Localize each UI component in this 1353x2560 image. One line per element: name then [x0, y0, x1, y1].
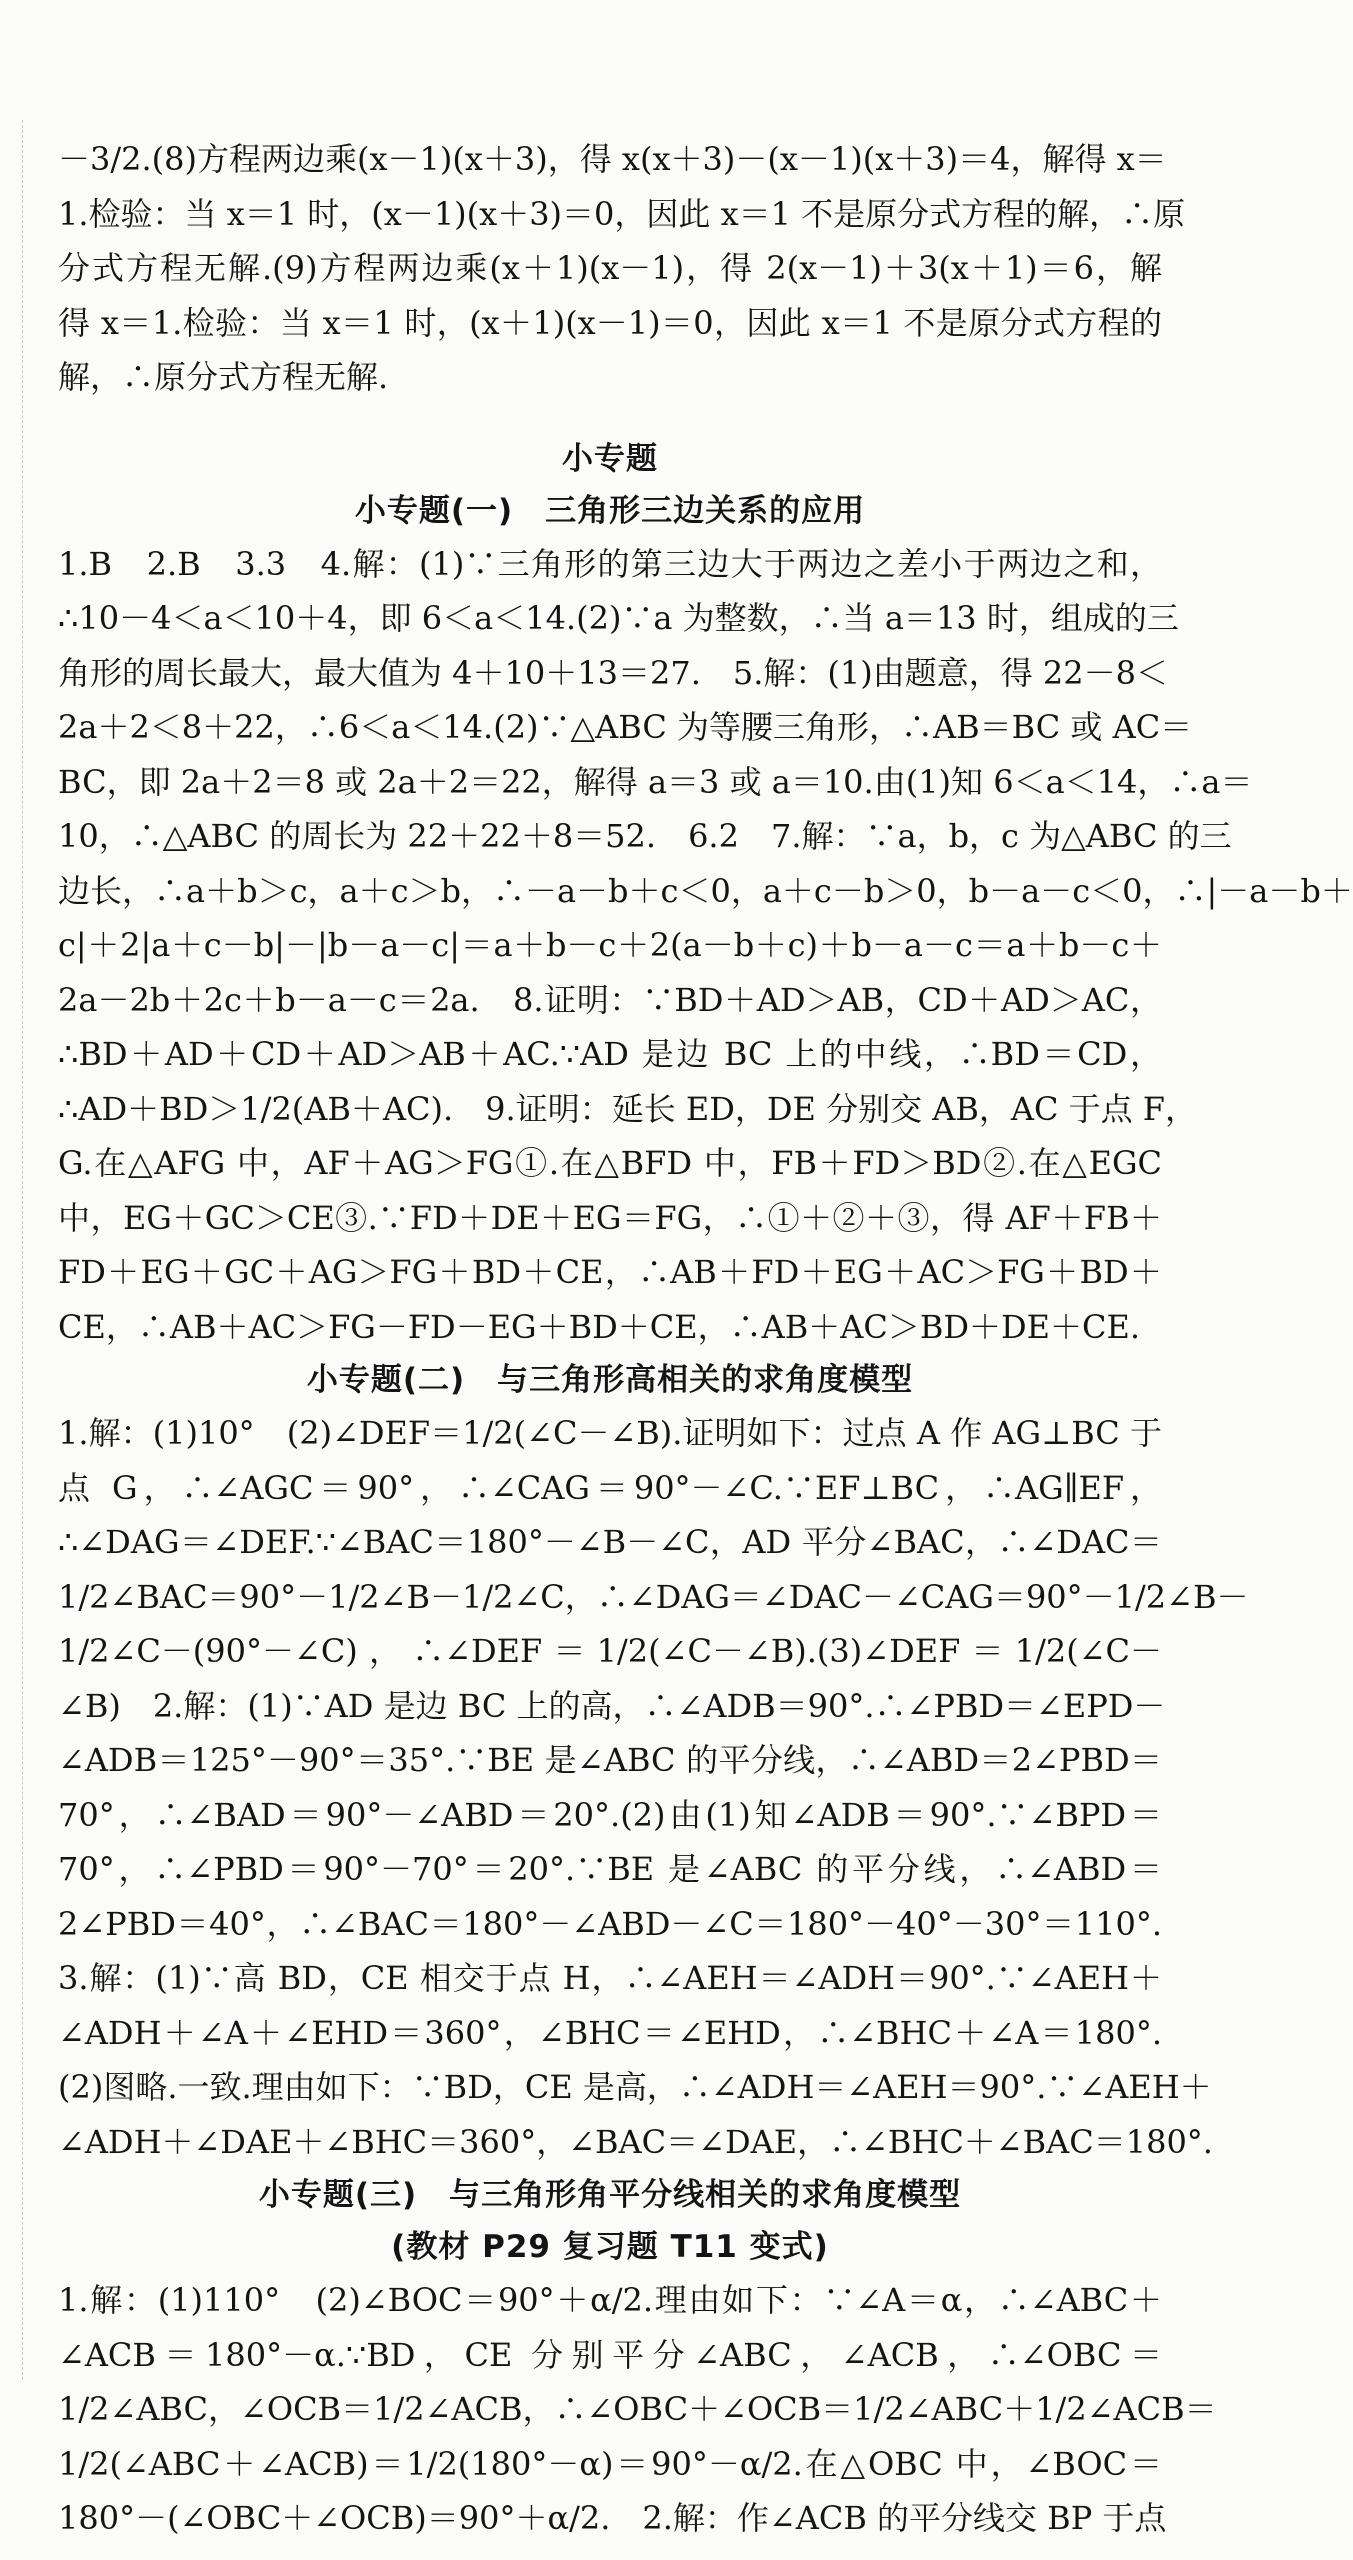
section-1-title: 小专题(一) 三角形三边关系的应用 — [354, 492, 866, 529]
text-line: FD＋EG＋GC＋AG＞FG＋BD＋CE，∴AB＋FD＋EG＋AC＞FG＋BD＋ — [58, 1253, 1162, 1291]
text-line: 2a－2b＋2c＋b－a－c＝2a. 8.证明：∵BD＋AD＞AB，CD＋AD＞AC， — [58, 980, 1162, 1019]
text-line: 1.检验：当 x＝1 时，(x－1)(x＋3)＝0，因此 x＝1 不是原分式方程的解，∴原 — [58, 194, 1186, 233]
text-line: 70°，∴∠BAD＝90°－∠ABD＝20°.(2)由(1)知∠ADB＝90°.∵∠BPD＝ — [58, 1795, 1162, 1834]
text-line: 点 G，∴∠AGC＝90°，∴∠CAG＝90°－∠C.∵EF⊥BC，∴AG∥EF， — [58, 1468, 1162, 1507]
binding-margin-line — [22, 120, 24, 2380]
text-line: 边长，∴a＋b＞c，a＋c＞b，∴－a－b＋c＜0，a＋c－b＞0，b－a－c＜0，∴|－a－b＋ — [58, 871, 1353, 910]
text-line: 分式方程无解.(9)方程两边乘(x＋1)(x－1)，得 2(x－1)＋3(x＋1)＝6，解 — [58, 249, 1162, 287]
text-line: ∴AD＋BD＞1/2(AB＋AC). 9.证明：延长 ED，DE 分别交 AB，AC 于点 F， — [58, 1089, 1198, 1128]
text-line: 180°－(∠OBC＋∠OCB)＝90°＋α/2. 2.解：作∠ACB 的平分线交 BP 于点 — [58, 2499, 1167, 2537]
section-3-title: 小专题(三) 与三角形角平分线相关的求角度模型 — [258, 2177, 962, 2213]
text-line: ∠ADB＝125°－90°＝35°.∵BE 是∠ABC 的平分线，∴∠ABD＝2∠PBD＝ — [58, 1741, 1162, 1779]
text-line: 2a＋2＜8＋22，∴6＜a＜14.(2)∵△ABC 为等腰三角形，∴AB＝BC 或 AC＝ — [58, 708, 1193, 746]
text-line: ∠ADH＋∠A＋∠EHD＝360°，∠BHC＝∠EHD，∴∠BHC＋∠A＝180°. — [58, 2013, 1162, 2052]
text-line: (2)图略.一致.理由如下：∵BD，CE 是高，∴∠ADH＝∠AEH＝90°.∵∠AEH＋ — [58, 2068, 1212, 2106]
section-1-body — [58, 537, 1353, 1355]
text-line: CE，∴AB＋AC＞FG－FD－EG＋BD＋CE，∴AB＋AC＞BD＋DE＋CE. — [58, 1307, 1141, 1346]
text-line: G.在△AFG 中，AF＋AG＞FG①.在△BFD 中，FB＋FD＞BD②.在△EGC — [58, 1144, 1162, 1182]
text-line: 1.解：(1)10° (2)∠DEF＝1/2(∠C－∠B).证明如下：过点 A 作 AG⊥BC 于 — [58, 1414, 1162, 1452]
text-line: 2∠PBD＝40°，∴∠BAC＝180°－∠ABD－∠C＝180°－40°－30°＝110°. — [58, 1904, 1162, 1943]
text-line: －3/2.(8)方程两边乘(x－1)(x＋3)，得 x(x＋3)－(x－1)(x＋3)＝4，解得 x＝ — [58, 140, 1167, 178]
text-line: 1/2(∠ABC＋∠ACB)＝1/2(180°－α)＝90°－α/2.在△OBC 中，∠BOC＝ — [58, 2444, 1162, 2483]
text-line: 1.B 2.B 3.3 4.解：(1)∵三角形的第三边大于两边之差小于两边之和， — [58, 544, 1162, 583]
main-heading: 小专题 — [562, 440, 658, 477]
section-2-title: 小专题(二) 与三角形高相关的求角度模型 — [306, 1362, 914, 1398]
text-line: ∴BD＋AD＋CD＋AD＞AB＋AC.∵AD 是边 BC 上的中线，∴BD＝CD， — [58, 1035, 1162, 1073]
intro-paragraph — [58, 132, 1186, 405]
text-line: 中，EG＋GC＞CE③.∵FD＋DE＋EG＝FG，∴①＋②＋③，得 AF＋FB＋ — [58, 1198, 1162, 1237]
text-line: c|＋2|a＋c－b|－|b－a－c|＝a＋b－c＋2(a－b＋c)＋b－a－c＝a＋b－c＋ — [58, 926, 1162, 964]
text-line: 1/2∠ABC，∠OCB＝1/2∠ACB，∴∠OBC＋∠OCB＝1/2∠ABC＋1/2∠ACB＝ — [58, 2390, 1217, 2428]
text-line: ∴∠DAG＝∠DEF.∵∠BAC＝180°－∠B－∠C，AD 平分∠BAC，∴∠DAC＝ — [58, 1523, 1162, 1561]
text-line: 得 x＝1.检验：当 x＝1 时，(x＋1)(x－1)＝0，因此 x＝1 不是原分式方程的 — [58, 303, 1162, 342]
text-line: ∴10－4＜a＜10＋4，即 6＜a＜14.(2)∵a 为整数，∴当 a＝13 时，组成的三 — [58, 599, 1179, 637]
section-2-body — [58, 1406, 1249, 2169]
text-line: 解，∴原分式方程无解. — [58, 358, 389, 396]
text-line: ∠ACB＝180°－α.∵BD，CE 分别平分∠ABC，∠ACB，∴∠OBC＝ — [58, 2335, 1162, 2374]
text-line: 1.解：(1)110° (2)∠BOC＝90°＋α/2.理由如下：∵∠A＝α，∴∠ABC＋ — [58, 2281, 1162, 2319]
text-line: ∠ADH＋∠DAE＋∠BHC＝360°，∠BAC＝∠DAE，∴∠BHC＋∠BAC＝180°. — [58, 2122, 1213, 2161]
text-line: 1/2∠C－(90°－∠C)，∴∠DEF＝1/2(∠C－∠B).(3)∠DEF＝1/2(∠C－ — [58, 1632, 1162, 1670]
text-line: 角形的周长最大，最大值为 4＋10＋13＝27. 5.解：(1)由题意，得 22－8＜ — [58, 653, 1168, 692]
text-line: 3.解：(1)∵高 BD，CE 相交于点 H，∴∠AEH＝∠ADH＝90°.∵∠AEH＋ — [58, 1959, 1162, 1997]
section-3-body — [58, 2273, 1217, 2546]
text-line: 1/2∠BAC＝90°－1/2∠B－1/2∠C，∴∠DAG＝∠DAC－∠CAG＝90°－1/2∠B－ — [58, 1577, 1249, 1616]
text-line: BC，即 2a＋2＝8 或 2a＋2＝22，解得 a＝3 或 a＝10.由(1)知 6＜a＜14，∴a＝ — [58, 762, 1253, 801]
section-3-subtitle: (教材 P29 复习题 T11 变式) — [391, 2229, 829, 2265]
text-line: ∠B) 2.解：(1)∵AD 是边 BC 上的高，∴∠ADB＝90°.∴∠PBD＝∠EPD－ — [58, 1686, 1166, 1725]
text-line: 10，∴△ABC 的周长为 22＋22＋8＝52. 6.2 7.解：∵a，b，c 为△ABC 的三 — [58, 817, 1232, 855]
text-line: 70°，∴∠PBD＝90°－70°＝20°.∵BE 是∠ABC 的平分线，∴∠ABD＝ — [58, 1850, 1162, 1888]
